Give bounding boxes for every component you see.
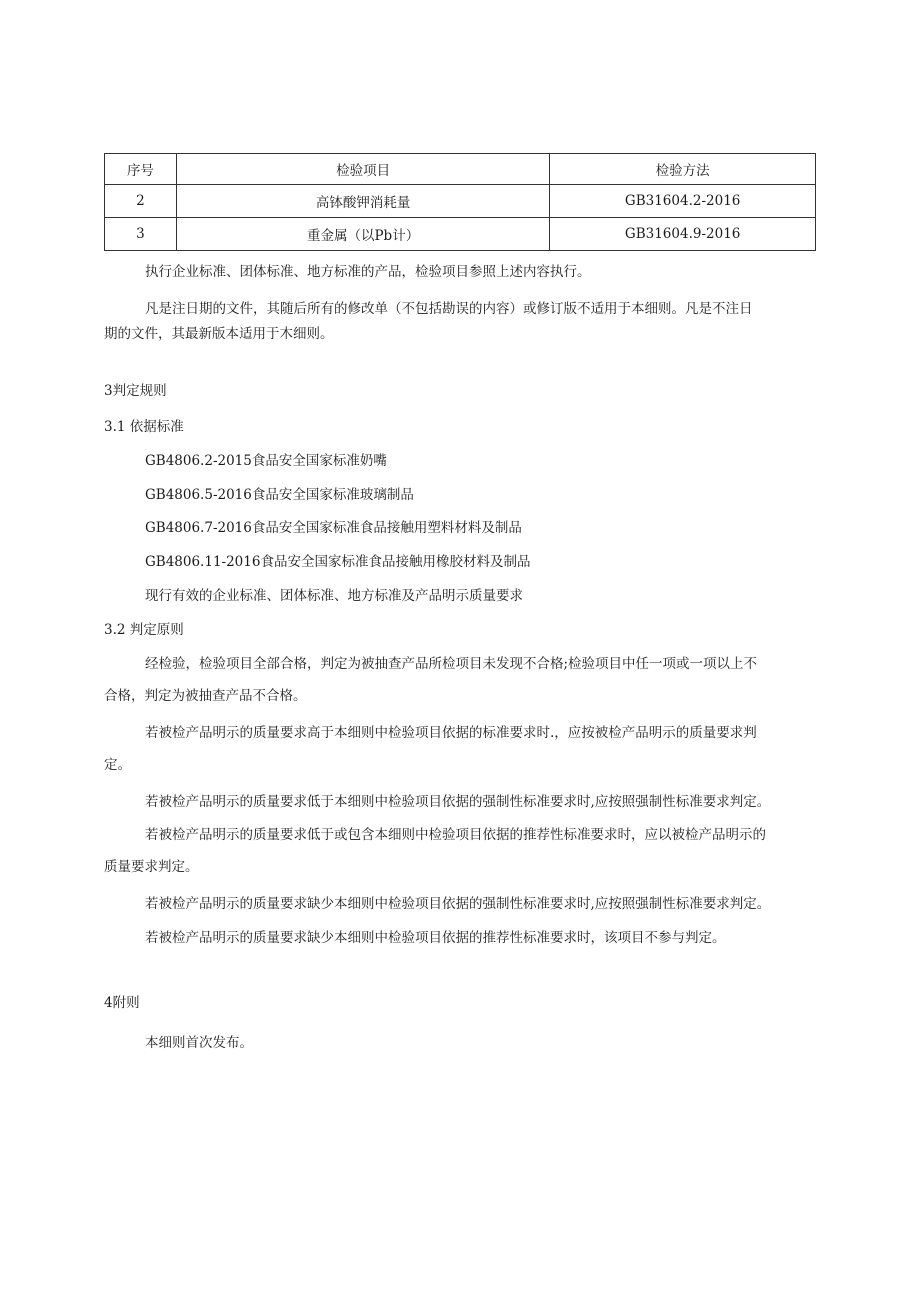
rule-6: 若被检产品明示的质量要求缺少本细则中检验项目依据的推荐性标准要求时，该项目不参与判定。 — [145, 930, 726, 946]
standard-item: GB4806.11-2016食品安全国家标准食品接触用橡胶材料及制品 — [145, 554, 531, 570]
standard-item: GB4806.7-2016食品安全国家标准食品接触用塑料材料及制品 — [145, 520, 522, 536]
rule-2-line1: 若被检产品明示的质量要求高于本细则中检验项目依据的标准要求时.，应按被检产品明示的质量要求判 — [145, 725, 757, 741]
header-serial: 序号 — [105, 154, 177, 185]
paragraph-dated-refs-line1: 凡是注日期的文件，其随后所有的修改单（不包括勘误的内容）或修订版不适用于本细则。凡是不注日 — [145, 301, 753, 317]
section-3-1-title: 3.1 依据标准 — [104, 419, 184, 435]
table-row — [105, 218, 816, 251]
cell-method: GB31604.9-2016 — [550, 218, 816, 251]
header-method: 检验方法 — [550, 154, 816, 185]
table-row — [105, 185, 816, 218]
rule-2-line2: 定。 — [104, 757, 131, 773]
rule-1-line1: 经检验，检验项目全部合格，判定为被抽查产品所检项目未发现不合格;检验项目中任一项或一项以上不 — [145, 656, 758, 672]
table-header-row — [105, 154, 816, 185]
rule-5: 若被检产品明示的质量要求缺少本细则中检验项目依据的强制性标准要求时,应按照强制性标准要求判定。 — [145, 896, 771, 912]
header-item: 检验项目 — [176, 154, 549, 185]
section-4-title: 4附则 — [104, 995, 140, 1011]
rule-3: 若被检产品明示的质量要求低于本细则中检验项目依据的强制性标准要求时,应按照强制性标准要求判定。 — [145, 794, 771, 810]
standard-item: GB4806.2-2015食品安全国家标准奶嘴 — [145, 453, 387, 469]
rule-4-line1: 若被检产品明示的质量要求低于或包含本细则中检验项目依据的推荐性标准要求时，应以被检产品明示的 — [145, 827, 766, 843]
paragraph-scope: 执行企业标准、团体标准、地方标准的产品，检验项目参照上述内容执行。 — [145, 264, 591, 280]
standard-item: 现行有效的企业标准、团体标准、地方标准及产品明示质量要求 — [145, 588, 523, 604]
standard-item: GB4806.5-2016食品安全国家标准玻璃制品 — [145, 487, 414, 503]
section-3-2-title: 3.2 判定原则 — [104, 622, 184, 638]
cell-serial: 3 — [105, 218, 177, 251]
rule-4-line2: 质量要求判定。 — [104, 859, 199, 875]
paragraph-dated-refs-line2: 期的文件，其最新版本适用于木细则。 — [104, 326, 334, 342]
cell-item: 高钵酸钾消耗量 — [176, 185, 549, 218]
closing-note: 本细则首次发布。 — [145, 1035, 253, 1051]
inspection-table — [104, 153, 816, 251]
cell-item: 重金属（以Pb计） — [176, 218, 549, 251]
cell-serial: 2 — [105, 185, 177, 218]
cell-method: GB31604.2-2016 — [550, 185, 816, 218]
section-3-title: 3判定规则 — [104, 383, 167, 399]
rule-1-line2: 合格，判定为被抽查产品不合格。 — [104, 688, 307, 704]
